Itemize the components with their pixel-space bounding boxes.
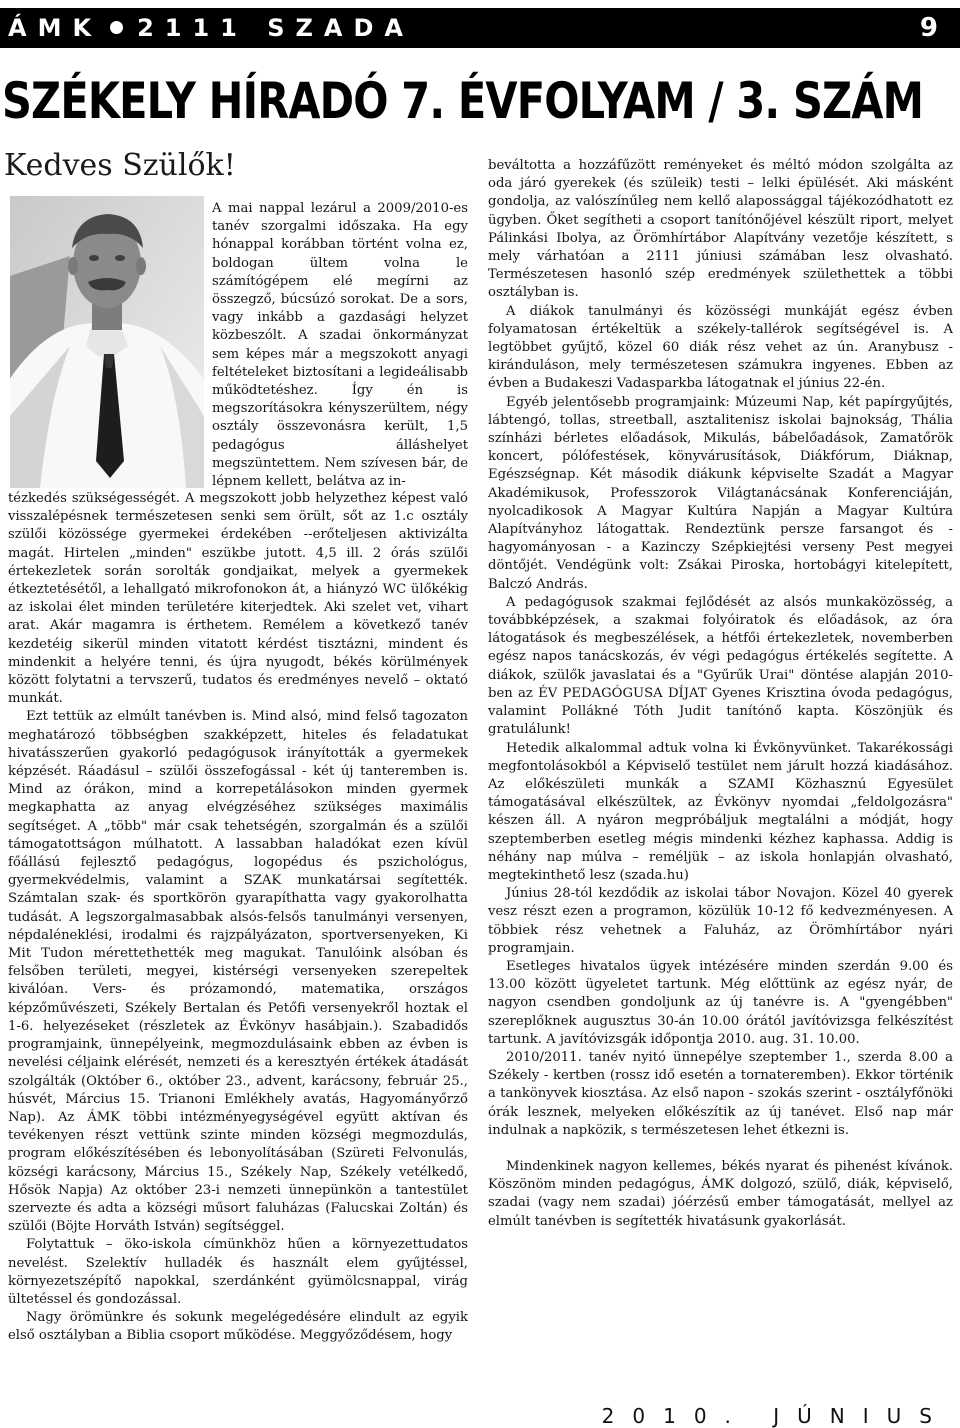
- left-paragraph: tézkedés szükségességét. A megszokott jobb helyzethez képest való visszalépésnek természetesen senki sem örült, sőt az 1.c osztály szülői közössége gyermekei érdekében --erőteljesen aktivizálta magát. Hirtelen „minden" eszükbe jutott. 4,5 ill. 2 órás szülői értekezletek során sorolták gondjaikat, melyek a gyermekek étkeztetésétől, a lehallgató mikrofonokon át, a hiányzó WC ülőkékig az iskolai élet minden területére kiterjedtek. Aki szelet vet, vihart arat. Akár magamra is érthetem. Remélem a következő tanév kezdetéig sikerül minden vitatott kérdést tisztázni, mindent és mindenkit a helyére tenni, és újra nyugodt, békés körülmények között folytatni a tervszerű, tudatos és eredményes nevelő – oktató munkát.: [8, 491, 468, 707]
- right-paragraph: Egyéb jelentősebb programjaink: Múzeumi Nap, két papírgyűjtés, lábtengó, tollas, streetball, asztalitenisz iskolai bajnokság, Thália színházi bérletes előadások, Mikulás, bábelőadások, Zamatőrök koncert, pólófestések, könyvárusítások, Diákfórum, Diáknap, Egészségnap. Két második diákunk képviselte Szadát a Magyar Akadémikusok, Professzorok Világtanácsának Konferenciáján, nyolcadikosok A Magyar Kultúra Napján a Magyar Kultúra Alapítványhoz látogattak. Rendeztünk persze farsangot és - hagyományosan - a Kazinczy Szépkiejtési verseny Pest megyei döntőjét. Vendégünk volt: Zsákai Piroska, hortobágyi kitelepített, Balczó András.: [488, 394, 953, 592]
- article-right-column: [488, 157, 953, 1231]
- masthead-title: SZÉKELY HÍRADÓ 7. ÉVFOLYAM / 3. SZÁM: [2, 72, 924, 130]
- article-intro: [212, 200, 468, 491]
- left-paragraph: Folytattuk – öko-iskola címünkhöz hűen a környezettudatos nevelést. Szelektív hulladék és használt elem gyűjtéssel, környezetszépítő napokkal, szerdánként gyümölcsnappal, virág ültetéssel és gondozással.: [8, 1237, 468, 1307]
- intro-paragraph: A mai nappal lezárul a 2009/2010-es tanév szorgalmi időszaka. Ha egy hónappal korábban történt volna ez, boldogan ültem volna le számítógépem elé megírni az összegző, búcsúzó sorokat. De a sors, vagy inkább a gazdasági helyzet közbeszólt. A szadai önkormányzat sem képes már a megszokott anyagi feltételeket biztosítani a legideálisabb működtetéshez. Így én is megszorításokra kényszerültem, négy osztály összevonásra került, 1,5 pedagógus álláshelyet megszüntettem. Nem szívesen bár, de lépnem kellett, belátva az in-: [212, 201, 468, 490]
- right-paragraph: beváltotta a hozzáfűzött reményeket és méltó módon szolgálta az oda járó gyerekek (és szüleik) testi – lelki épülését. Aki másként gondolja, az valószínűleg nem kellő alapossággal tájékozódhatott ez ügyben. Őket segítheti a csoport tanítónőjével készült riport, melyet Pálinkási Ibolya, az Örömhírtábor Alapítvány vezetője készített, s mely várhatóan a 2111 júniusi számában lesz olvasható. Természetesen hasonló szép eredmények születhettek a többi osztályban is.: [488, 158, 953, 301]
- page-number: 9: [919, 13, 938, 43]
- left-paragraph: Ezt tettük az elmúlt tanévben is. Mind alsó, mind felső tagozaton meghatározó többségben szakképzett, hiteles és feladatukat hivatásszerűen gyakorló pedagógusok irányították a gyermekek képzését. Ráadásul – szülői összefogással - két új tanteremben is. Mind az órákon, mind a korrepetálásokon minden gyermek megkaphatta az anyag elvégzéséhez szükséges maximális segítséget. A „több" már csak tehetségén, szorgalmán és a szülői támogatottságon múlhatott. A lassabban haladókat ezen kívül főállású fejlesztő pedagógus, logopédus és pszichológus, gyermekvédelmis, valamint a SZAK munkatársai segítették. Számtalan szak- és sportkörön gyarapíthatta vagy gyakorolhatta tudását. A legszorgalmasabbak alsós-felsős tanulmányi versenyen, népdaléneklési, irodalmi és rajzpályázaton, sportversenyeken, Ki Mit Tudon mérettethették meg magukat. Tanulóink alsóban és felsőben területi, megyei, kistérségi versenyeken szerepeltek kiválóan. Vers- és prózamondó, matematika, országos képzőművészeti, Székely Bertalan és Petőfi versenyekről hoztak el 1-6. helyezéseket (részletek az Évkönyv hasábjain.). Szabadidős programjaink, ünnepélyeink, megmozdulásaink ebben az évben is nevelési céljaink elérését, nemzeti és a keresztyén értékek átadását szolgálták (Október 6., október 23., advent, karácsony, február 25., húsvét, Március 15. Trianoni Emlékhely avatás, Hagyományőrző Nap). Az ÁMK többi intézményegységével együtt aktívan és tevékenyen részt vettünk szinte minden községi megmozdulás, program előkészítésében és lebonyolításában (Szüreti Felvonulás, községi karácsony, Március 15., Székely Nap, Székely vetélkedő, Hősök Napja) Az október 23-i nemzeti ünnepünkön a tantestület szervezte és adta a községi műsort faluházas (Falucskai Zoltán) és szülői (Böjte Horváth István) segítséggel.: [8, 709, 468, 1235]
- right-paragraph: Esetleges hivatalos ügyek intézésére minden szerdán 9.00 és 13.00 között ügyeletet tartunk. Még előttünk az egész nyár, de nagyon csendben gondoljunk az új tanévre is. A "gyengébben" szereplőknek augusztus 30-án 10.00 órától javítóvizsga felkészítést tartunk. A javítóvizsgák időpontja 2010. aug. 31. 10.00.: [488, 958, 953, 1047]
- closing-paragraph: Mindenkinek nagyon kellemes, békés nyarat és pihenést kívánok. Köszönöm minden pedagógus, ÁMK dolgozó, szülő, diák, képviselő, szadai (vagy nem szadai) jóérzésű ember támogatását, mellyel az elmúlt tanévben is segítették hivatásunk gyakorlását.: [488, 1158, 953, 1229]
- portrait-photo: [10, 196, 204, 488]
- right-paragraph: A pedagógusok szakmai fejlődését az alsós munkaközösség, a továbbképzések, a szakmai folyóiratok és előadások, az óra látogatások és megbeszélések, a hétfői értekezletek, novemberben egész napos tanácskozás, év végi pedagógus értékelés segítette. A diákok, szülők javaslatai és a "Gyűrűk Urai" döntése alapján 2010-ben az ÉV PEDAGÓGUSA DÍJAT Gyenes Krisztina óvoda pedagógus, valamint Pollákné Tóth Judit tanítónő kapta. Köszönjük és gratulálunk!: [488, 594, 953, 738]
- right-paragraph: Hetedik alkalommal adtuk volna ki Évkönyvünket. Takarékossági megfontolásokból a Képviselő testület nem járult hozzá kiadásához. Az előkészületi munkák a SZAMI Közhasznú Egyesület támogatásával elkészültek, az Évkönyv nyomdai „feldolgozásra" készen áll. A nyáron megpróbáljuk megtalálni a módját, hogy szeptemberben esetleg mégis mindenki kézhez kaphassa. Addig is néhány nap múlva – reméljük – az iskola honlapján olvasható, megtekinthető lesz (szada.hu): [488, 740, 953, 883]
- bullet-icon: [110, 21, 123, 34]
- header-location: 2111 SZADA: [137, 14, 414, 42]
- header-section: ÁMK: [8, 14, 103, 42]
- right-paragraph: A diákok tanulmányi és közösségi munkáját egész évben folyamatosan értékeltük a székely-tallérok segítségével is. A legtöbbet gyűjtő, közel 60 diák rész vehet az ún. Aranybusz - kiránduláson, mely természetesen számukra ingyenes. Ebben az évben a Budakeszi Vadasparkba látogatnak el június 22-én.: [488, 303, 953, 392]
- left-paragraph: Nagy örömünkre és sokunk megelégedésére elindult az egyik első osztályban a Biblia csoport működése. Meggyőződésem, hogy: [8, 1310, 468, 1344]
- right-paragraph: Június 28-tól kezdődik az iskolai tábor Novajon. Közel 40 gyerek vesz részt ezen a programon, közülük 10-12 fő kedvezményesen. A többiek rész vehetnek a Faluház, az Örömhírtábor nyári programjain.: [488, 886, 953, 956]
- header-left: [8, 14, 414, 42]
- right-paragraph: 2010/2011. tanév nyitó ünnepélye szeptember 1., szerda 8.00 a Székely - kertben (rossz idő esetén a tornateremben). Ekkor történik a tankönyvek kiosztása. Az első napon - szokás szerint - osztályfőnöki órák lesznek, melyeken előkészítik az új tanévet. Első nap már indulnak a napközik, s természetesen lehet étkezni is.: [488, 1049, 953, 1138]
- article-left-column: [8, 490, 468, 1346]
- header-bar: [0, 8, 960, 48]
- greeting-heading: Kedves Szülők!: [4, 148, 236, 183]
- footer-date: 2010. JÚNIUS: [601, 1404, 950, 1428]
